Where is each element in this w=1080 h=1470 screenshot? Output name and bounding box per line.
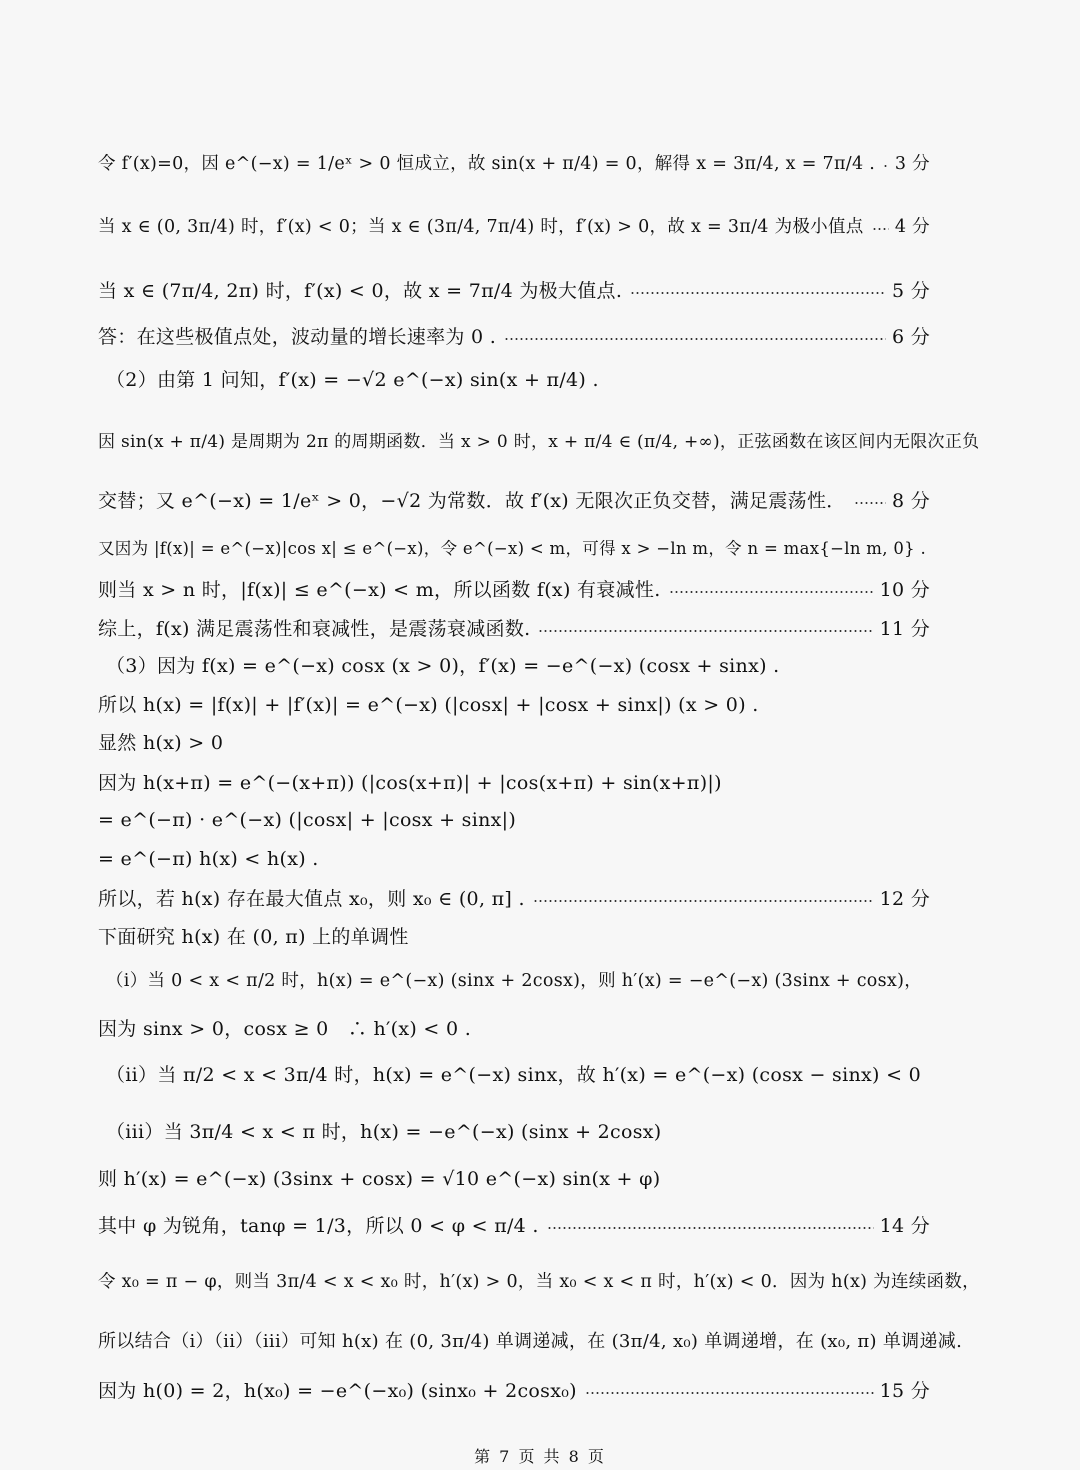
solution-line [106, 651, 930, 678]
score-mark: 12 分 [879, 888, 930, 910]
solution-line [98, 1268, 984, 1293]
solution-line [98, 884, 930, 911]
solution-line [98, 1376, 930, 1403]
line-text: 当 x ∈ (7π/4, 2π) 时，f′(x) < 0，故 x = 7π/4 为极大值点. [98, 280, 623, 302]
line-text: 则当 x > n 时，|f(x)| ≤ e^(−x) < m，所以函数 f(x) 有衰减性. [98, 579, 661, 601]
solution-line [98, 535, 930, 559]
solution-line [98, 1164, 930, 1191]
solution-line [98, 1327, 984, 1353]
solution-line [98, 213, 930, 238]
line-text: 显然 h(x) > 0 [98, 732, 224, 754]
solution-line [106, 967, 930, 992]
solution-line [98, 922, 930, 949]
solution-line [98, 728, 930, 755]
score-mark: 8 分 [891, 490, 930, 512]
dot-leader [669, 591, 874, 593]
dot-leader [854, 502, 886, 504]
dot-leader [872, 228, 889, 230]
line-text: 所以结合（i）（ii）（iii）可知 h(x) 在 (0, 3π/4) 单调递减，在 (3π/4, x₀) 单调递增，在 (x₀, π) 单调递减. [98, 1331, 963, 1352]
line-text: （3）因为 f(x) = e^(−x) cosx (x > 0)，f′(x) = −e^(−x) (cosx + sinx) . [106, 655, 780, 677]
line-text: （iii）当 3π/4 < x < π 时，h(x) = −e^(−x) (sinx + 2cosx) [106, 1121, 662, 1143]
dot-leader [538, 630, 873, 632]
line-text: 综上，f(x) 满足震荡性和衰减性，是震荡衰减函数. [98, 618, 531, 640]
score-mark: 14 分 [879, 1215, 930, 1237]
score-mark: 11 分 [879, 618, 930, 640]
line-text: （ii）当 π/2 < x < 3π/4 时，h(x) = e^(−x) sinx，故 h′(x) = e^(−x) (cosx − sinx) < 0 [106, 1064, 922, 1086]
dot-leader [547, 1227, 874, 1229]
score-mark: 5 分 [891, 280, 930, 302]
solution-line [106, 1117, 930, 1144]
line-text: 交替；又 e^(−x) = 1/eˣ > 0，−√2 为常数．故 f′(x) 无限次正负交替，满足震荡性． [98, 490, 846, 512]
solution-line [106, 365, 930, 392]
solution-line [98, 690, 930, 717]
dot-leader [504, 338, 886, 340]
line-text: 当 x ∈ (0, 3π/4) 时，f′(x) < 0；当 x ∈ (3π/4, 7π/4) 时，f′(x) > 0，故 x = 3π/4 为极小值点 [98, 217, 864, 237]
score-mark: 15 分 [879, 1380, 930, 1402]
solution-line [98, 848, 930, 870]
solution-line [98, 427, 984, 452]
line-text: 令 x₀ = π − φ，则当 3π/4 < x < x₀ 时，h′(x) > 0，当 x₀ < x < π 时，h′(x) < 0．因为 h(x) 为连续函数， [98, 1272, 980, 1292]
line-text: 因为 sinx > 0，cosx ≥ 0 ∴ h′(x) < 0 . [98, 1018, 472, 1040]
line-text: 因为 h(0) = 2，h(x₀) = −e^(−x₀) (sinx₀ + 2cosx₀) [98, 1380, 577, 1402]
solution-line [98, 1014, 930, 1041]
solution-line [98, 322, 930, 349]
solution-line [98, 768, 930, 795]
score-mark: 4 分 [894, 217, 930, 237]
solution-line [98, 575, 930, 602]
line-text: （2）由第 1 问知，f′(x) = −√2 e^(−x) sin(x + π/4) . [106, 369, 599, 391]
line-text: 下面研究 h(x) 在 (0, π) 上的单调性 [98, 926, 409, 948]
solution-line [98, 1211, 930, 1238]
solution-line [98, 150, 930, 175]
dot-leader [630, 292, 886, 294]
line-text: = e^(−π) · e^(−x) (|cosx| + |cosx + sinx|) [98, 809, 517, 831]
line-text: 其中 φ 为锐角，tanφ = 1/3，所以 0 < φ < π/4 . [98, 1215, 539, 1237]
line-text: 所以 h(x) = |f(x)| + |f′(x)| = e^(−x) (|cosx| + |cosx + sinx|) (x > 0) . [98, 694, 759, 716]
score-mark: 6 分 [891, 326, 930, 348]
score-mark: 10 分 [879, 579, 930, 601]
line-text: 因为 h(x+π) = e^(−(x+π)) (|cos(x+π)| + |cos(x+π) + sin(x+π)|) [98, 772, 722, 794]
line-text: 则 h′(x) = e^(−x) (3sinx + cosx) = √10 e^(−x) sin(x + φ) [98, 1168, 661, 1190]
dot-leader [533, 900, 874, 902]
line-text: 又因为 |f(x)| = e^(−x)|cos x| ≤ e^(−x)，令 e^(−x) < m，可得 x > −ln m，令 n = max{−ln m, 0} . [98, 539, 927, 558]
dot-leader [883, 165, 889, 167]
solution-line [98, 809, 930, 831]
solution-line [98, 614, 930, 641]
solution-line [98, 486, 930, 513]
line-text: 因 sin(x + π/4) 是周期为 2π 的周期函数．当 x > 0 时，x + π/4 ∈ (π/4, +∞)，正弦函数在该区间内无限次正负 [98, 432, 980, 452]
solution-line [106, 1060, 930, 1087]
score-mark: 3 分 [894, 154, 930, 174]
line-text: 令 f′(x)=0，因 e^(−x) = 1/eˣ > 0 恒成立，故 sin(x + π/4) = 0，解得 x = 3π/4, x = 7π/4 . [98, 154, 876, 174]
line-text: （i）当 0 < x < π/2 时，h(x) = e^(−x) (sinx + 2cosx)，则 h′(x) = −e^(−x) (3sinx + cosx)， [106, 971, 923, 991]
page-footer: 第 7 页 共 8 页 [474, 1447, 606, 1466]
line-text: = e^(−π) h(x) < h(x) . [98, 848, 319, 870]
solution-line [98, 276, 930, 303]
line-text: 所以，若 h(x) 存在最大值点 x₀，则 x₀ ∈ (0, π] . [98, 888, 525, 910]
line-text: 答：在这些极值点处，波动量的增长速率为 0 . [98, 326, 497, 348]
dot-leader [585, 1392, 874, 1394]
